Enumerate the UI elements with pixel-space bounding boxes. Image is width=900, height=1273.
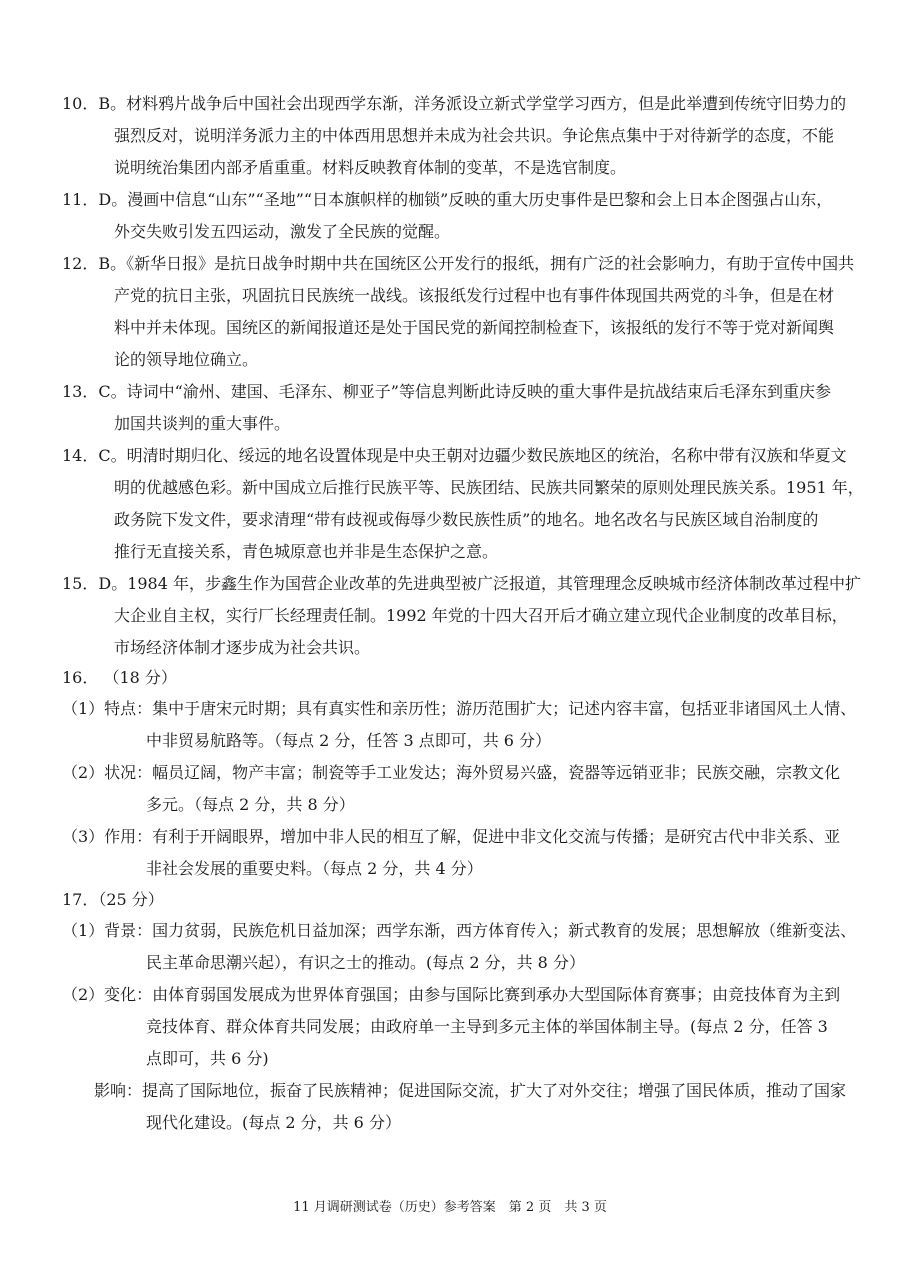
q16-item-1-line-2: 中非贸易航路等。（每点 2 分，任答 3 点即可，共 6 分） bbox=[146, 731, 552, 750]
answer-11-line-1: 11．D。漫画中信息“山东”“圣地”“日本旗帜样的枷锁”反映的重大历史事件是巴黎和会上日本企图强占山东， bbox=[62, 190, 833, 209]
answer-10-line-3: 说明统治集团内部矛盾重重。材料反映教育体制的变革，不是选官制度。 bbox=[114, 158, 627, 177]
q16-item-1-line-1: （1）特点：集中于唐宋元时期；具有真实性和亲历性；游历范围扩大；记述内容丰富，包括亚非诸国风土人情、 bbox=[62, 699, 857, 718]
q17-item-2-line-3: 点即可，共 6 分) bbox=[146, 1049, 269, 1068]
answer-14-line-1: 14．C。明清时期归化、绥远的地名设置体现是中央王朝对边疆少数民族地区的统治，名称中带有汉族和华夏文 bbox=[62, 446, 847, 465]
answer-15-line-3: 市场经济体制才逐步成为社会共识。 bbox=[114, 638, 371, 657]
answer-12-line-2: 产党的抗日主张，巩固抗日民族统一战线。该报纸发行过程中也有事件体现国共两党的斗争，但是在材 bbox=[114, 286, 835, 305]
answer-14-line-3: 政务院下发文件，要求清理“带有歧视或侮辱少数民族性质”的地名。地名改名与民族区域自治制度的 bbox=[114, 510, 819, 529]
answer-14-line-2: 明的优越感色彩。新中国成立后推行民族平等、民族团结、民族共同繁荣的原则处理民族关系。1951 年， bbox=[114, 478, 864, 497]
q17-item-2-line-2: 竞技体育、群众体育共同发展；由政府单一主导到多元主体的举国体制主导。(每点 2 分，任答 3 bbox=[146, 1017, 828, 1036]
answer-12-line-1: 12．B。《新华日报》是抗日战争时期中共在国统区公开发行的报纸，拥有广泛的社会影响力，有助于宣传中国共 bbox=[62, 254, 855, 273]
page-footer: 11 月调研测试卷（历史）参考答案 第 2 页 共 3 页 bbox=[293, 1200, 607, 1215]
q16-item-3-line-1: （3）作用：有利于开阔眼界，增加中非人民的相互了解，促进中非文化交流与传播；是研究古代中非关系、亚 bbox=[62, 827, 841, 846]
q16-item-3-line-2: 非社会发展的重要史料。（每点 2 分，共 4 分） bbox=[146, 859, 483, 878]
answer-10-line-1: 10．B。材料鸦片战争后中国社会出现西学东渐，洋务派设立新式学堂学习西方，但是此举遭到传统守旧势力的 bbox=[62, 94, 847, 113]
answer-13-line-1: 13．C。诗词中“渝州、建国、毛泽东、柳亚子”等信息判断此诗反映的重大事件是抗战结束后毛泽东到重庆参 bbox=[62, 382, 831, 401]
q17-item-3-line-2: 现代化建设。(每点 2 分，共 6 分） bbox=[146, 1113, 401, 1132]
answer-15-line-2: 大企业自主权，实行厂长经理责任制。1992 年党的十四大召开后才确立建立现代企业制度的改革目标， bbox=[114, 606, 848, 625]
q17-item-1-line-2: 民主革命思潮兴起），有识之士的推动。(每点 2 分，共 8 分） bbox=[146, 953, 585, 972]
q16-heading: 16． （18 分） bbox=[62, 668, 177, 687]
answer-14-line-4: 推行无直接关系，青色城原意也并非是生态保护之意。 bbox=[114, 542, 499, 561]
q17-heading: 17．（25 分） bbox=[62, 890, 164, 909]
answer-11-line-2: 外交失败引发五四运动，激发了全民族的觉醒。 bbox=[114, 222, 451, 241]
q17-item-2-line-1: （2）变化：由体育弱国发展成为世界体育强国；由参与国际比赛到承办大型国际体育赛事；由竞技体育为主到 bbox=[62, 985, 841, 1004]
answer-12-line-4: 论的领导地位确立。 bbox=[114, 350, 259, 369]
q16-item-2-line-2: 多元。（每点 2 分，共 8 分） bbox=[146, 795, 355, 814]
answer-13-line-2: 加国共谈判的重大事件。 bbox=[114, 414, 291, 433]
answer-15-line-1: 15．D。1984 年，步鑫生作为国营企业改革的先进典型被广泛报道，其管理理念反映城市经济体制改革过程中扩 bbox=[62, 574, 861, 593]
answer-12-line-3: 料中并未体现。国统区的新闻报道还是处于国民党的新闻控制检查下，该报纸的发行不等于党对新闻舆 bbox=[114, 318, 835, 337]
q17-item-3-line-1: 影响：提高了国际地位，振奋了民族精神；促进国际交流，扩大了对外交往；增强了国民体质，推动了国家 bbox=[94, 1081, 847, 1100]
q17-item-1-line-1: （1）背景：国力贫弱，民族危机日益加深；西学东渐，西方体育传入；新式教育的发展；思想解放（维新变法、 bbox=[62, 921, 857, 940]
answer-10-line-2: 强烈反对，说明洋务派力主的中体西用思想并未成为社会共识。争论焦点集中于对待新学的态度，不能 bbox=[114, 126, 835, 145]
q16-item-2-line-1: （2）状况：幅员辽阔，物产丰富；制瓷等手工业发达；海外贸易兴盛，瓷器等远销亚非；民族交融，宗教文化 bbox=[62, 763, 841, 782]
